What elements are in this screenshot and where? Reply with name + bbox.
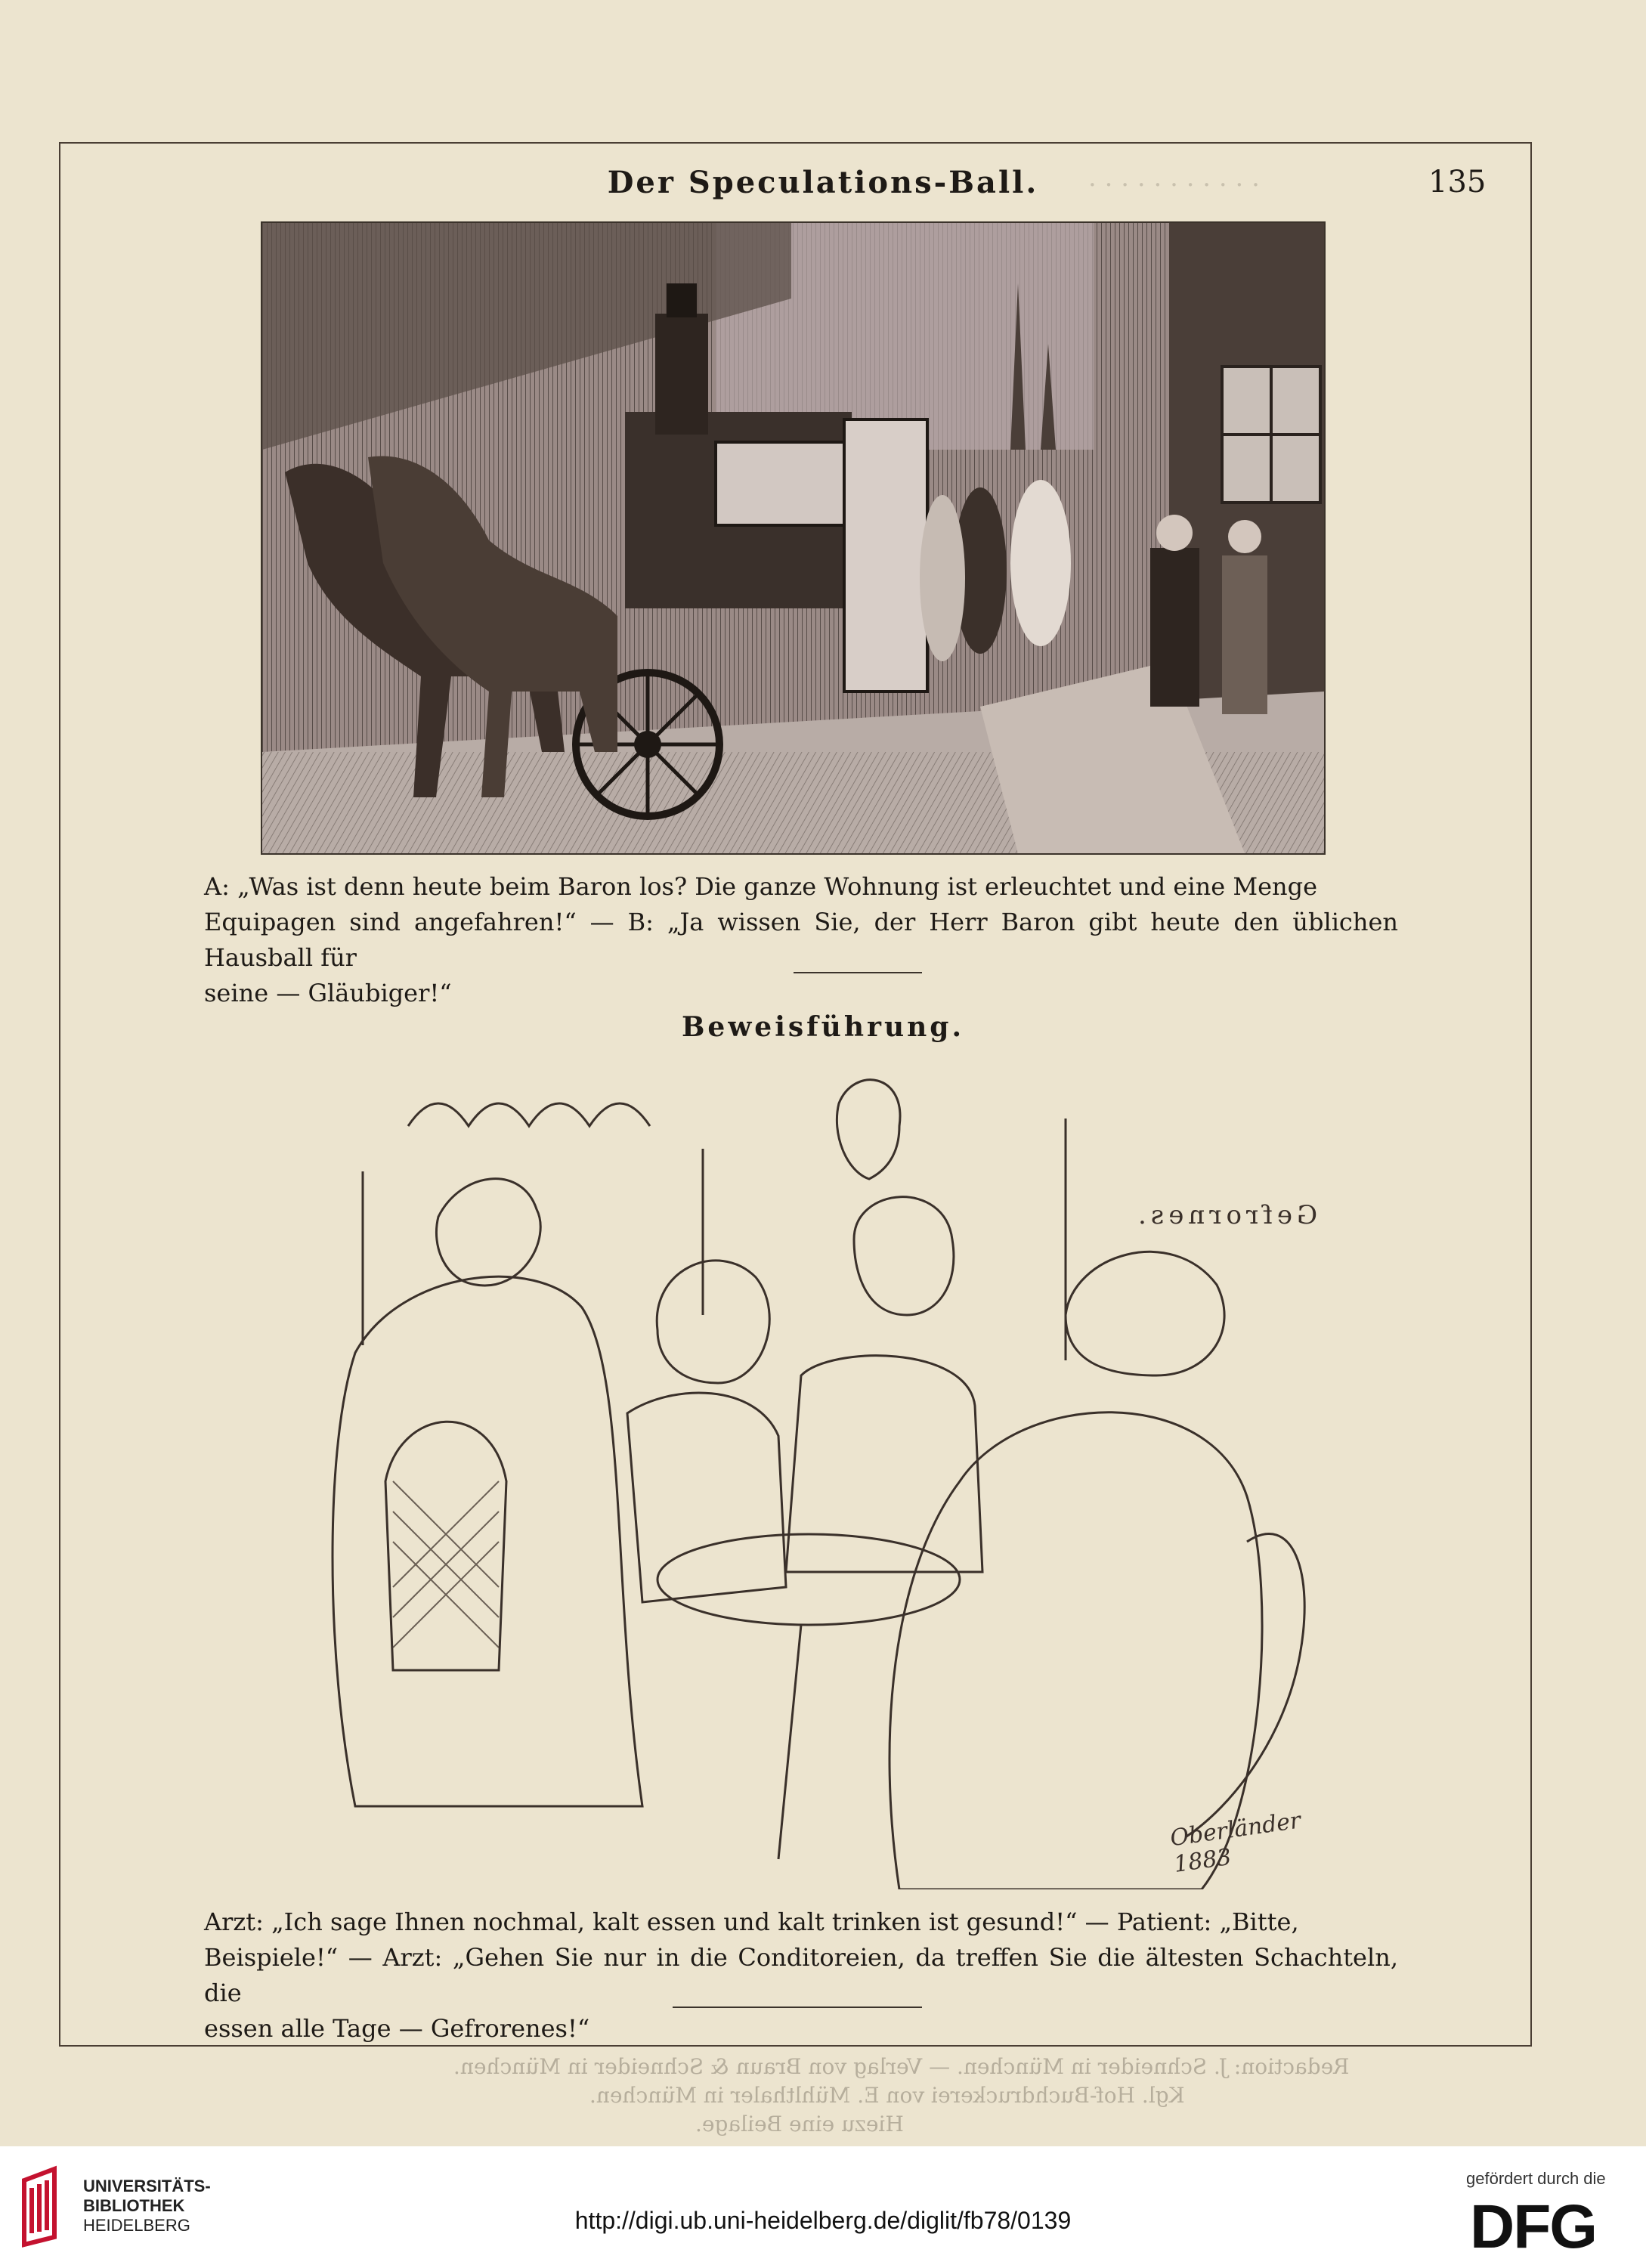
dfg-logo: DFG [1470, 2192, 1597, 2261]
library-name-line: HEIDELBERG [83, 2216, 190, 2235]
carriage-illustration [261, 221, 1326, 855]
sign-text: Gefrornes. [1134, 1200, 1318, 1230]
library-name-line: UNIVERSITÄTS- [83, 2177, 211, 2195]
library-name-line: BIBLIOTHEK [83, 2196, 185, 2215]
carriage-engraving [262, 223, 1324, 853]
cafe-caption [204, 1904, 1398, 2047]
cafe-sketch [280, 1058, 1338, 1889]
section-divider [794, 972, 922, 973]
section-divider [673, 2007, 922, 2008]
imprint-line: Redaction: J. Schneider in München. — Verlag von Braun & Schneider in München. [453, 2054, 1350, 2079]
cafe-caption-line: essen alle Tage — Gefrorenes!“ [204, 2014, 590, 2043]
carriage-caption-line: A: „Was ist denn heute beim Baron los? Die ganze Wohnung ist erleuchtet und eine Menge [204, 872, 1318, 901]
cafe-caption-line: Beispiele!“ — Arzt: „Gehen Sie nur in die Conditoreien, da treffen Sie die ältesten Schachteln, die [204, 1943, 1398, 2007]
carriage-caption-line: seine — Gläubiger!“ [204, 979, 452, 1007]
cafe-illustration [280, 1058, 1338, 1889]
cafe-caption-line: Arzt: „Ich sage Ihnen nochmal, kalt essen und kalt trinken ist gesund!“ — Patient: „Bitte, [204, 1908, 1299, 1936]
carriage-caption-line: Equipagen sind angefahren!“ — B: „Ja wissen Sie, der Herr Baron gibt heute den üblichen Hausball für [204, 908, 1398, 972]
imprint-line: Hiezu eine Beilage. [695, 2112, 904, 2136]
artist-signature: Oberländer 1883 [1168, 1807, 1303, 1878]
section-title: Beweisführung. [681, 1011, 965, 1043]
running-title: Der Speculations-Ball. [607, 165, 1039, 200]
permalink-url[interactable]: http://digi.ub.uni-heidelberg.de/diglit/fb78/0139 [574, 2207, 1072, 2234]
funding-label: gefördert durch die [1466, 2169, 1606, 2188]
bleed-through-text: · · · · · · · · · · · [1088, 170, 1260, 200]
carriage-caption [204, 869, 1398, 1011]
page-number: 135 [1428, 165, 1487, 200]
imprint-line: Kgl. Hof-Buchdruckerei von E. Mühlthaler in München. [589, 2083, 1185, 2108]
